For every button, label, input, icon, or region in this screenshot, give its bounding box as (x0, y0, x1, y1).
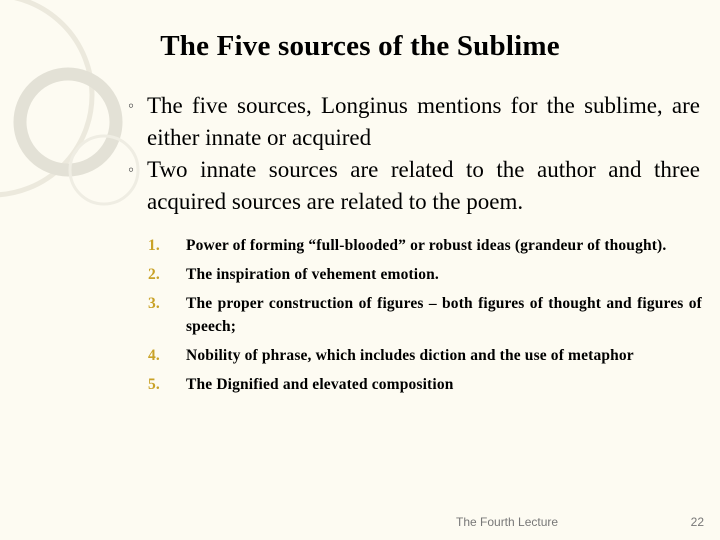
item-text: The proper construction of figures – both figures of thought and figures of speech; (186, 295, 702, 335)
item-text: The Dignified and elevated composition (186, 376, 454, 393)
numbered-item (148, 234, 702, 257)
bullet-marker: ◦ (128, 160, 135, 179)
numbered-item (148, 292, 702, 338)
numbered-item (148, 373, 702, 396)
numbered-list (148, 234, 702, 396)
item-number: 5. (148, 376, 160, 393)
item-text: The inspiration of vehement emotion. (186, 266, 439, 283)
item-text: Nobility of phrase, which includes diction and the use of metaphor (186, 347, 634, 364)
bullet-item (128, 90, 700, 154)
item-number: 1. (148, 237, 160, 254)
bullet-list (128, 90, 700, 218)
numbered-item (148, 344, 702, 367)
bullet-item (128, 154, 700, 218)
slide-title: The Five sources of the Sublime (160, 30, 560, 62)
item-text: Power of forming “full-blooded” or robust ideas (grandeur of thought). (186, 237, 667, 254)
deco-ring-medium (20, 74, 116, 170)
item-number: 3. (148, 295, 160, 312)
bullet-marker: ◦ (128, 96, 135, 115)
bullet-text: Two innate sources are related to the author and three acquired sources are related to the poem. (147, 157, 700, 214)
item-number: 2. (148, 266, 160, 283)
item-number: 4. (148, 347, 160, 364)
slide-number: 22 (690, 515, 704, 529)
numbered-item (148, 263, 702, 286)
footer-text: The Fourth Lecture (456, 515, 559, 529)
bullet-text: The five sources, Longinus mentions for the sublime, are either innate or acquired (147, 93, 700, 150)
